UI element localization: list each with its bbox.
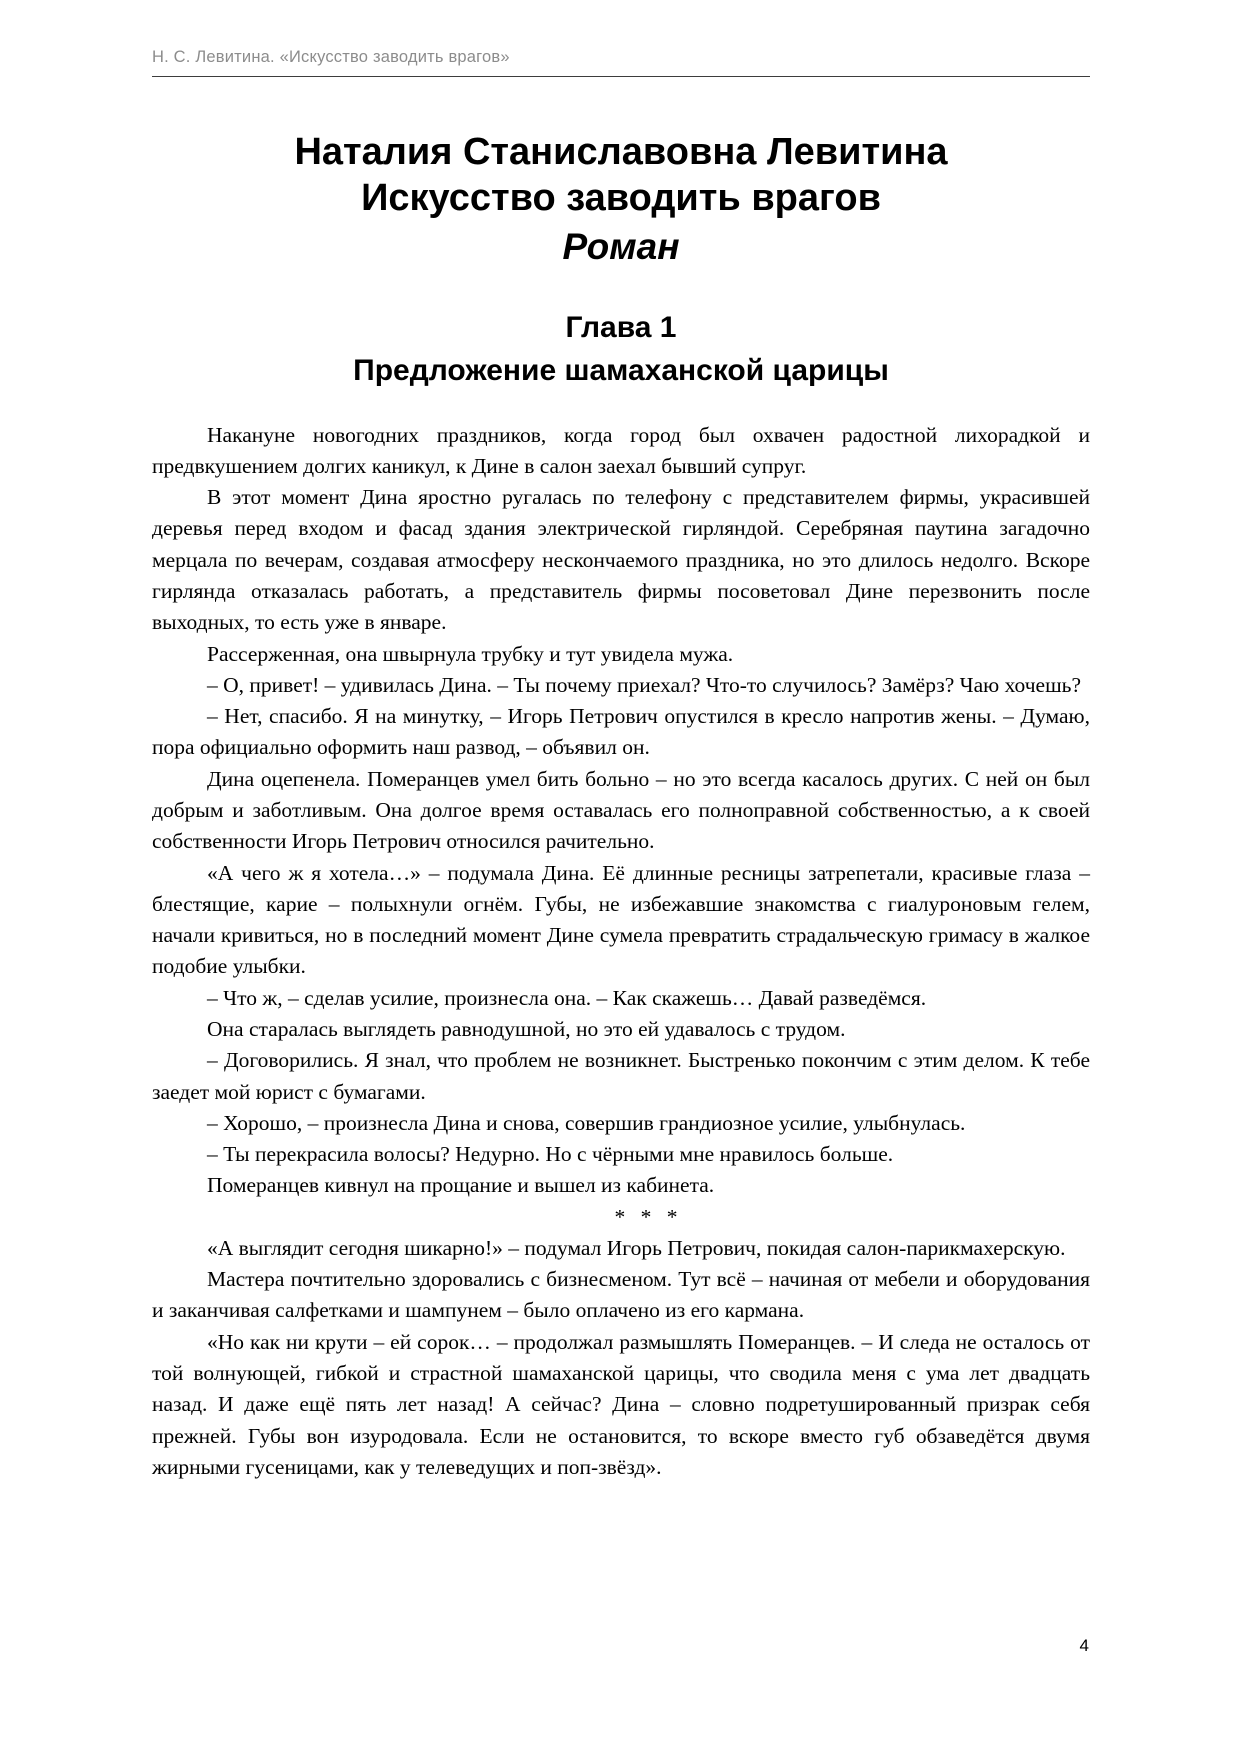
paragraph: В этот момент Дина яростно ругалась по телефону с представителем фирмы, украсившей деревья перед входом и фасад здания электрической гирляндой. Серебряная паутина загадочно мерцала по вечерам, создавая атмосферу нескончаемого праздника, но это длилось недолго. Вскоре гирлянда отказалась работать, а представитель фирмы посоветовал Дине перезвонить после выходных, то есть уже в январе.: [152, 485, 1090, 635]
genre-label: Роман: [562, 225, 680, 267]
author-name: Наталия Станиславовна Левитина: [294, 131, 948, 173]
chapter-heading: [152, 308, 1090, 390]
paragraph: – Хорошо, – произнесла Дина и снова, совершив грандиозное усилие, улыбнулась.: [207, 1110, 966, 1135]
title-block: [152, 129, 1090, 270]
paragraph: Померанцев кивнул на прощание и вышел из кабинета.: [207, 1173, 715, 1198]
section-separator: * * *: [614, 1204, 683, 1229]
paragraph: Накануне новогодних праздников, когда город был охвачен радостной лихорадкой и предвкушением долгих каникул, к Дине в салон заехал бывший супруг.: [152, 422, 1090, 478]
paragraph: – Ты перекрасила волосы? Недурно. Но с чёрными мне нравилось больше.: [207, 1142, 894, 1167]
page-content: [152, 48, 1090, 1483]
paragraph: – О, привет! – удивилась Дина. – Ты почему приехал? Что-то случилось? Замёрз? Чаю хочешь?: [207, 672, 1081, 697]
running-header: Н. С. Левитина. «Искусство заводить врагов»: [152, 48, 510, 66]
paragraph: – Нет, спасибо. Я на минутку, – Игорь Петрович опустился в кресло напротив жены. – Думаю, пора официально оформить наш развод, – объявил он.: [152, 704, 1090, 760]
paragraph: «А чего ж я хотела…» – подумала Дина. Её длинные ресницы затрепетали, красивые глаза – блестящие, карие – полыхнули огнём. Губы, не избежавшие знакомства с гиалуроновым гелем, начали кривиться, но в последний момент Дине сумела превратить страдальческую гримасу в жалкое подобие улыбки.: [152, 860, 1090, 979]
body-text: [152, 420, 1090, 1484]
paragraph: Дина оцепенела. Померанцев умел бить больно – но это всегда касалось других. С ней он был добрым и заботливым. Она долгое время оставалась его полноправной собственностью, а к своей собственности Игорь Петрович относился рачительно.: [152, 766, 1090, 854]
paragraph: – Договорились. Я знал, что проблем не возникнет. Быстренько покончим с этим делом. К тебе заедет мой юрист с бумагами.: [152, 1048, 1090, 1104]
paragraph: – Что ж, – сделав усилие, произнесла она. – Как скажешь… Давай разведёмся.: [207, 985, 927, 1010]
paragraph: Рассерженная, она швырнула трубку и тут увидела мужа.: [207, 641, 734, 666]
book-title: Искусство заводить врагов: [361, 177, 881, 220]
header-rule: [152, 76, 1090, 77]
chapter-title: Предложение шамаханской царицы: [353, 353, 889, 387]
chapter-number: Глава 1: [565, 310, 677, 344]
paragraph: «А выглядит сегодня шикарно!» – подумал Игорь Петрович, покидая салон-парикмахерскую.: [207, 1235, 1066, 1260]
paragraph: Она старалась выглядеть равнодушной, но это ей удавалось с трудом.: [207, 1016, 846, 1041]
paragraph: «Но как ни крути – ей сорок… – продолжал размышлять Померанцев. – И следа не осталось от той волнующей, гибкой и страстной шамаханской царицы, что сводила меня с ума лет двадцать назад. И даже ещё пять лет назад! А сейчас? Дина – словно подретушированный призрак себя прежней. Губы вон изуродовала. Если не остановится, то вскоре вместо губ обзаведётся двумя жирными гусеницами, как у телеведущих и поп-звёзд».: [152, 1329, 1090, 1479]
paragraph: Мастера почтительно здоровались с бизнесменом. Тут всё – начиная от мебели и оборудования и заканчивая салфетками и шампунем – было оплачено из его кармана.: [152, 1267, 1090, 1323]
page-number: 4: [1079, 1636, 1089, 1655]
